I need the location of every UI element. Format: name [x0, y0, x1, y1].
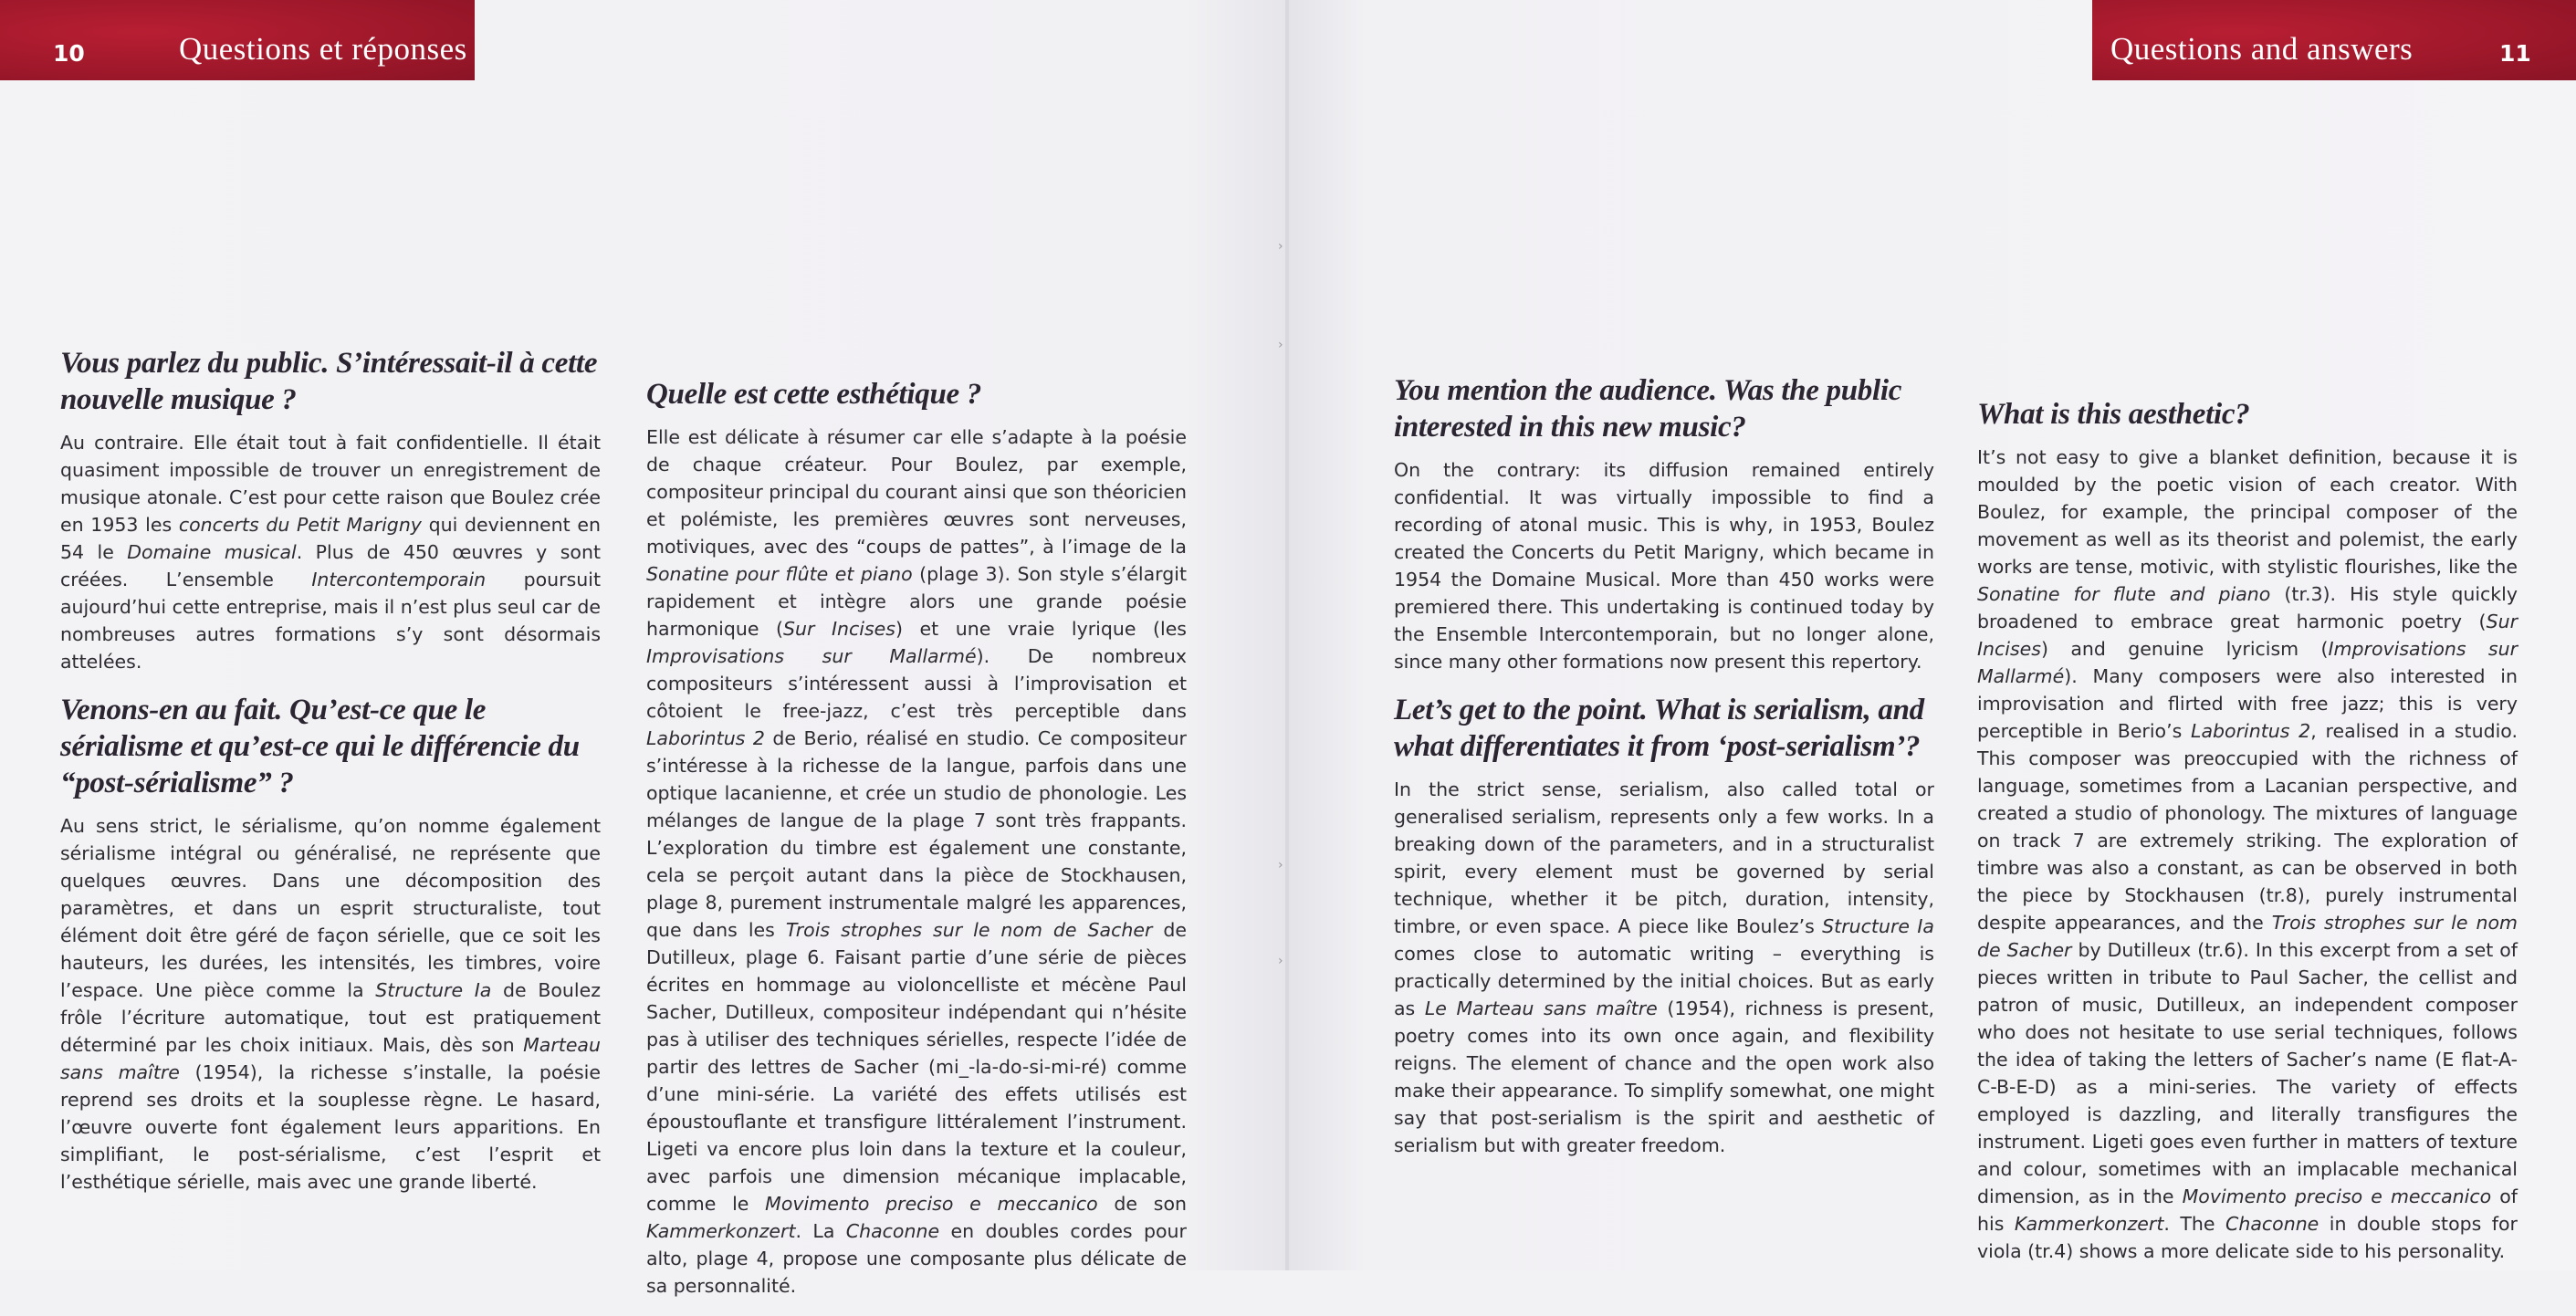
work-title: Sur Incises — [783, 618, 895, 640]
text-run: Vous parlez du public. S’intéressait-il à cette nouvelle musique ? — [60, 347, 598, 416]
text-run: ) et une vraie lyrique (les — [895, 618, 1187, 640]
text-run: poursuit aujourd’hui cette entreprise, mais il n’est plus seul car de nombreuses autres formations s’y sont désormais attelées. — [60, 569, 601, 673]
text-run: de Boulez frôle l’écriture automatique, tout est pratiquement déterminé par les choix initiaux. Mais, dès son — [60, 979, 601, 1056]
text-run: ). Many composers were also interested in improvisation and flirted with free jazz; this is very perceptible in Berio’s — [1977, 665, 2518, 742]
text-run: (1954), richness is present, poetry comes into its own once again, and flexibility reigns. The element of chance and the open work also make their appearance. To simplify somewhat, one might say that post-serialism is the spirit and aesthetic of serialism but with greater freedom. — [1394, 997, 1934, 1156]
work-title: Laborintus 2 — [2191, 720, 2311, 742]
left-header-bar — [0, 0, 475, 80]
text-run: by Dutilleux (tr.6). In this excerpt from a set of pieces written in tribute to Paul Sacher, the cellist and patron of music, Dutilleux, an independent composer who does not hesitate to use serial techniques, follows the idea of taking the letters of Sacher’s name (E flat-A-C-B-E-D) as a mini-series. The variety of effects employed is dazzling, and literally transfigures the instrument. Ligeti goes even further in matters of texture and colour, sometimes with an implacable mechanical dimension, as in the — [1977, 939, 2518, 1207]
question-heading — [1394, 372, 1934, 445]
text-run: Venons-en au fait. Qu’est-ce que le sérialisme et qu’est-ce qui le différencie du “post-sérialisme” ? — [60, 694, 580, 799]
work-title: Structure Ia — [1822, 915, 1934, 937]
staple-icon: › — [1278, 954, 1283, 968]
answer-paragraph — [1394, 456, 1934, 675]
question-heading — [646, 376, 1187, 413]
text-run: comes close to automatic writing – everything is practically determined by the initial choices. But as early as — [1394, 943, 1934, 1019]
text-run: Au contraire. Elle était tout à fait confidentielle. Il était quasiment impossible de trouver un enregistrement de musique atonale. C’est pour cette raison que Boulez crée en 1953 les — [60, 432, 601, 536]
text-run: In the strict sense, serialism, also called total or generalised serialism, represents only a few works. In a breaking down of the parameters, and in a structuralist spirit, every element must be governed by serial technique, whether it be pitch, duration, intensity, timbre, or even space. A piece like Boulez’s — [1394, 778, 1934, 937]
text-run: (plage 3). Son style s’élargit rapidement et intègre alors une grande poésie harmonique ( — [646, 563, 1187, 640]
question-heading — [1394, 692, 1934, 765]
work-title: Marteau sans maître — [60, 1034, 601, 1083]
text-run: (1954), la richesse s’installe, la poésie reprend ses droits et la souplesse règne. Le hasard, l’œuvre ouverte font également leurs apparitions. En simplifiant, le post-sérialisme, c’est l’esprit et l’esthétique sérielle, mais avec une grande liberté. — [60, 1061, 601, 1193]
booklet-gutter — [1285, 0, 1289, 1270]
work-title: Laborintus 2 — [646, 727, 765, 749]
text-run: de Dutilleux, plage 6. Faisant partie d’une série de pièces écrites en hommage au violoncelliste et mécène Paul Sacher, Dutilleux, compositeur indépendant qui n’hésite pas à utiliser des techniques sérielles, respecte l’idée de partir des lettres de Sacher (mi_-la-do-si-mi-ré) comme d’une mini-série. La variété des effets utilisés est époustouflante et transfigure littéralement l’instrument. Ligeti va encore plus loin dans la texture et la couleur, avec parfois une dimension mécanique implacable, comme le — [646, 919, 1187, 1215]
column-en-1 — [1394, 372, 1934, 1175]
work-title: Intercontemporain — [311, 569, 487, 590]
work-title: Movimento preciso e meccanico — [765, 1193, 1098, 1215]
work-title: Sonatine for flute and piano — [1977, 583, 2271, 605]
section-title: Questions et réponses — [179, 31, 467, 67]
work-title: Movimento preciso e meccanico — [2182, 1185, 2492, 1207]
staple-icon: › — [1278, 338, 1283, 352]
work-title: Improvisations sur Mallarmé — [646, 645, 977, 667]
text-run: of his — [1977, 1185, 2518, 1235]
text-run: What is this aesthetic? — [1977, 398, 2250, 431]
column-en-2 — [1977, 396, 2518, 1281]
page-number: 10 — [53, 40, 85, 67]
work-title: Le Marteau sans maître — [1424, 997, 1658, 1019]
work-title: concerts du Petit Marigny — [178, 514, 422, 536]
column-fr-2 — [646, 376, 1187, 1316]
text-run: ). De nombreux compositeurs s’intéressent aussi à l’improvisation et côtoient le free-jazz, c’est très perceptible dans — [646, 645, 1187, 722]
work-title: Trois strophes sur le nom de Sacher — [785, 919, 1153, 941]
work-title: Trois strophes sur le nom de Sacher — [1977, 912, 2518, 961]
text-run: de son — [1097, 1193, 1188, 1215]
text-run: qui deviennent en 54 le — [60, 514, 601, 563]
text-run: in double stops for viola (tr.4) shows a more delicate side to his personality. — [1977, 1213, 2518, 1262]
text-run: ) and genuine lyricism ( — [2040, 638, 2329, 660]
work-title: Structure Ia — [375, 979, 492, 1001]
text-run: en doubles cordes pour alto, plage 4, propose une composante plus délicate de sa personnalité. — [646, 1220, 1187, 1297]
text-run: . The — [2163, 1213, 2226, 1235]
text-run: Au sens strict, le sérialisme, qu’on nomme également sérialisme intégral ou généralisé, ne représente que quelques œuvres. Dans une décomposition des paramètres, et dans un esprit structuraliste, tout élément doit être géré de façon sérielle, que ce soit les hauteurs, les durées, les intensités, les timbres, voire l’espace. Une pièce comme la — [60, 815, 601, 1001]
work-title: Sonatine pour flûte et piano — [646, 563, 913, 585]
text-run: (tr.3). His style quickly broadened to embrace great harmonic poetry ( — [1977, 583, 2518, 632]
answer-paragraph — [1394, 776, 1934, 1159]
text-run: On the contrary: its diffusion remained entirely confidential. It was virtually impossible to find a recording of atonal music. This is why, in 1953, Boulez created the Concerts du Petit Marigny, which became in 1954 the Domaine Musical. More than 450 works were premiered there. This undertaking is continued today by the Ensemble Intercontemporain, but no longer alone, since many other formations now present this repertory. — [1394, 459, 1934, 673]
answer-paragraph — [1977, 444, 2518, 1265]
answer-paragraph — [60, 429, 601, 675]
text-run: Let’s get to the point. What is serialism, and what differentiates it from ‘post-serialism’? — [1394, 694, 1924, 763]
question-heading — [60, 345, 601, 418]
question-heading — [1977, 396, 2518, 433]
text-run: . Plus de 450 œuvres y sont créées. L’ensemble — [60, 541, 601, 590]
right-header-bar — [2092, 0, 2576, 80]
work-title: Improvisations sur Mallarmé — [1977, 638, 2518, 687]
staple-icon: › — [1278, 239, 1283, 254]
text-run: Quelle est cette esthétique ? — [646, 378, 982, 411]
staple-icon: › — [1278, 858, 1283, 872]
work-title: Kammerkonzert — [2014, 1213, 2164, 1235]
column-fr-1 — [60, 345, 601, 1212]
answer-paragraph — [60, 812, 601, 1196]
work-title: Chaconne — [2225, 1213, 2319, 1235]
page-number: 11 — [2499, 40, 2531, 67]
text-run: You mention the audience. Was the public interested in this new music? — [1394, 374, 1902, 444]
section-title: Questions and answers — [2110, 31, 2414, 67]
work-title: Chaconne — [845, 1220, 940, 1242]
text-run: , realised in a studio. This composer was preoccupied with the richness of language, sometimes from a Lacanian perspective, and created a studio of phonology. The mixtures of language on track 7 are extremely striking. The exploration of timbre was also a constant, as can be observed in both the piece by Stockhausen (tr.8), purely instrumental despite appearances, and the — [1977, 720, 2518, 934]
text-run: It’s not easy to give a blanket definition, because it is moulded by the poetic vision of each creator. With Boulez, for example, the principal composer of the movement as well as its theorist and polemist, the early works are tense, motivic, with stylistic flourishes, like the — [1977, 446, 2518, 578]
work-title: Domaine musical — [127, 541, 297, 563]
work-title: Kammerkonzert — [646, 1220, 796, 1242]
question-heading — [60, 692, 601, 801]
work-title: Sur Incises — [1977, 611, 2518, 660]
text-run: . La — [795, 1220, 846, 1242]
text-run: Elle est délicate à résumer car elle s’adapte à la poésie de chaque créateur. Pour Boulez, par exemple, compositeur principal du courant ainsi que son théoricien et polémiste, les premières œuvres sont nerveuses, motiviques, avec des “coups de pattes”, à l’image de la — [646, 426, 1187, 558]
answer-paragraph — [646, 423, 1187, 1300]
text-run: de Berio, réalisé en studio. Ce compositeur s’intéresse à la richesse de la langue, parfois dans une optique lacanienne, et crée un studio de phonologie. Les mélanges de langue de la plage 7 sont très frappants. L’exploration du timbre est également une constante, cela se perçoit autant dans la pièce de Stockhausen, plage 8, purement instrumentale malgré les apparences, que dans les — [646, 727, 1187, 941]
